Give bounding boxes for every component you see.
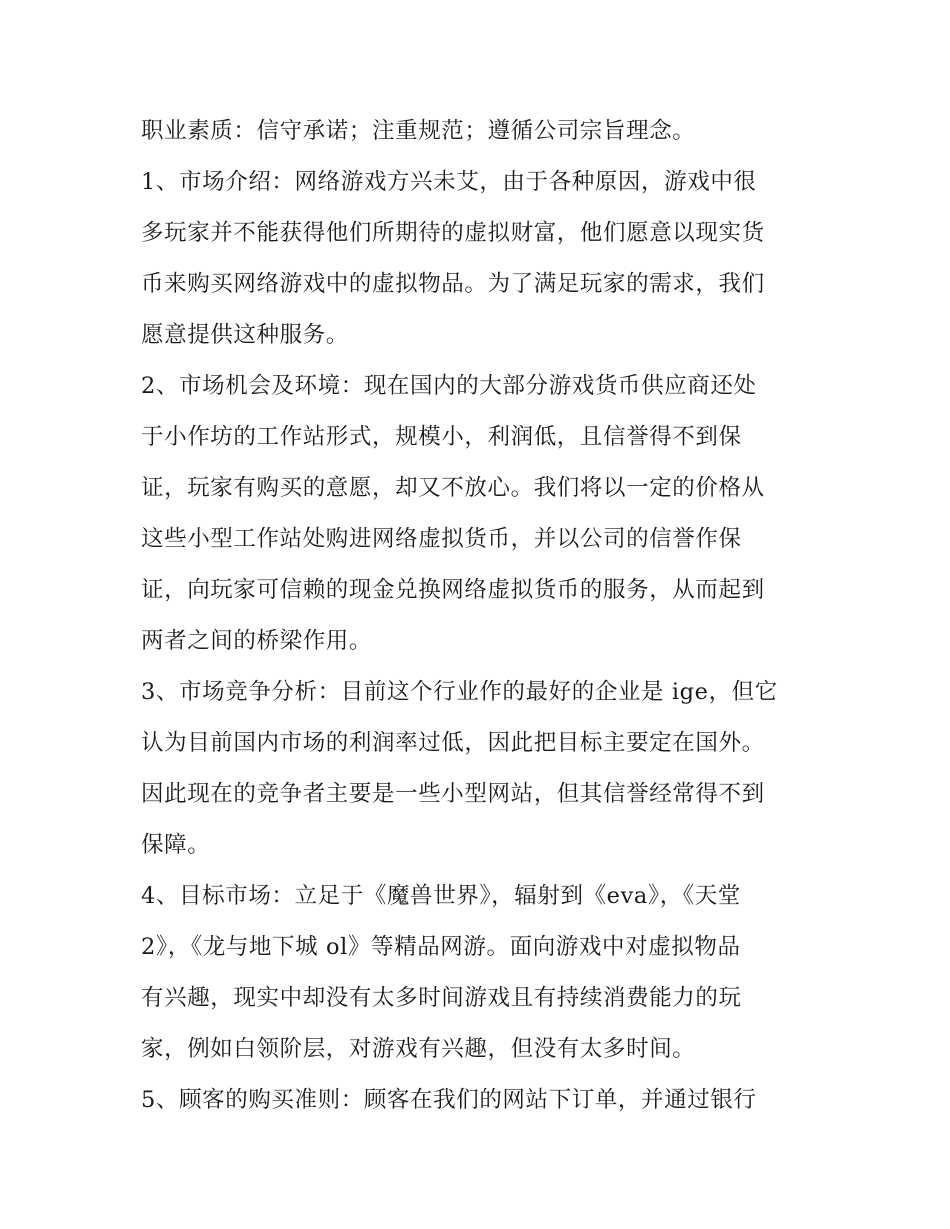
text-line: 2、市场机会及环境：现在国内的大部分游戏货币供应商还处 [141, 373, 757, 399]
text-line: 3、市场竞争分析：目前这个行业作的最好的企业是 ige，但它 [141, 679, 778, 705]
text-line: 愿意提供这种服务。 [141, 322, 349, 348]
text-line: 职业素质：信守承诺；注重规范；遵循公司宗旨理念。 [141, 118, 696, 144]
text-line: 币来购买网络游戏中的虚拟物品。为了满足玩家的需求，我们 [141, 271, 765, 297]
text-line: 两者之间的桥梁作用。 [141, 628, 373, 654]
document-body [141, 106, 821, 1126]
text-line: 4、目标市场：立足于《魔兽世界》，辐射到《eva》，《天堂 [141, 883, 741, 909]
text-line: 因此现在的竞争者主要是一些小型网站，但其信誉经常得不到 [141, 781, 765, 807]
text-line: 证，向玩家可信赖的现金兑换网络虚拟货币的服务，从而起到 [141, 577, 765, 603]
text-line: 5、顾客的购买准则：顾客在我们的网站下订单，并通过银行 [141, 1087, 757, 1113]
text-line: 多玩家并不能获得他们所期待的虚拟财富，他们愿意以现实货 [141, 220, 765, 246]
text-line: 有兴趣，现实中却没有太多时间游戏且有持续消费能力的玩 [141, 985, 742, 1011]
text-line: 于小作坊的工作站形式，规模小，利润低，且信誉得不到保 [141, 424, 742, 450]
text-line: 证，玩家有购买的意愿，却又不放心。我们将以一定的价格从 [141, 475, 765, 501]
text-line: 家，例如白领阶层，对游戏有兴趣，但没有太多时间。 [141, 1036, 696, 1062]
text-line: 2》，《龙与地下城 ol》等精品网游。面向游戏中对虚拟物品 [141, 934, 741, 960]
text-line: 这些小型工作站处购进网络虚拟货币，并以公司的信誉作保 [141, 526, 742, 552]
text-line: 1、市场介绍：网络游戏方兴未艾，由于各种原因，游戏中很 [141, 169, 757, 195]
text-line: 认为目前国内市场的利润率过低，因此把目标主要定在国外。 [141, 730, 765, 756]
text-line: 保障。 [141, 832, 211, 858]
